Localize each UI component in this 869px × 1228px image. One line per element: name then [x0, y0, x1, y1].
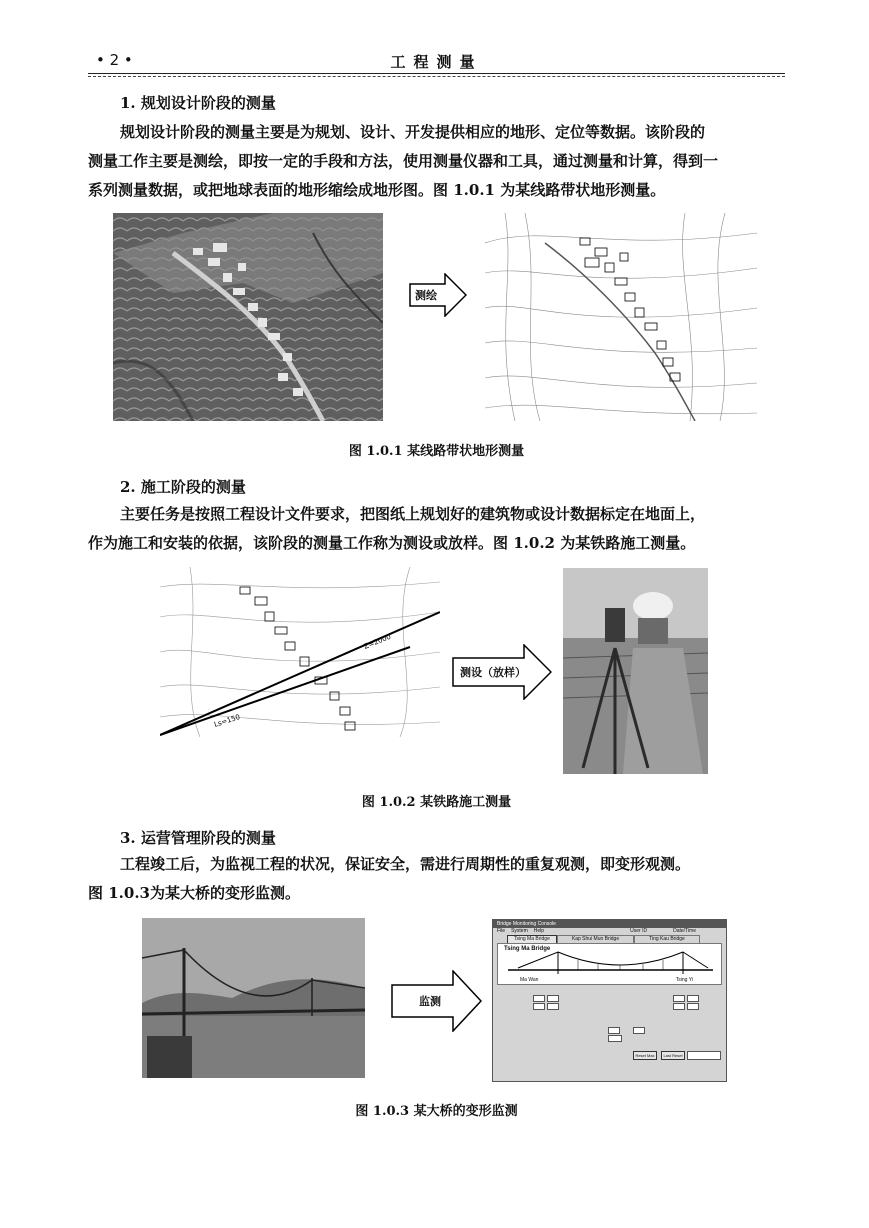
paragraph-line: 工程竣工后，为监视工程的状况，保证安全，需进行周期性的重复观测，即变形观测。 [120, 855, 691, 873]
figure-caption-1: 图 1.0.1 某线路带状地形测量 [348, 444, 525, 459]
window-title: Bridge Monitoring Console [497, 921, 556, 927]
paragraph-line: 规划设计阶段的测量主要是为规划、设计、开发提供相应的地形、定位等数据。该阶段的 [120, 123, 706, 141]
readout-box [673, 1003, 685, 1010]
process-arrow [452, 644, 552, 700]
bridge-title: Tsing Ma Bridge [504, 946, 551, 952]
paragraph-1 [88, 118, 785, 205]
readout-panel [493, 985, 726, 1075]
section-heading-1: 1. 规划设计阶段的测量 [120, 94, 276, 112]
readout-box [608, 1035, 622, 1042]
last-reset-button[interactable]: Last Reset [661, 1051, 685, 1060]
last-reset-field [687, 1051, 721, 1060]
map-label: Z=2000 [362, 632, 393, 651]
bridge-photo [142, 918, 365, 1078]
process-arrow [409, 273, 467, 317]
date-label: Date/Time [673, 928, 696, 934]
header-rule [88, 73, 785, 77]
menu-system[interactable]: System [511, 928, 528, 934]
section-heading-2: 2. 施工阶段的测量 [120, 478, 246, 496]
readout-box [673, 995, 685, 1002]
user-id-label: User ID [630, 928, 648, 934]
readout-box [687, 995, 699, 1002]
readout-box [533, 995, 545, 1002]
paragraph-line: 作为施工和安装的依据，该阶段的测量工作称为测设或放样。图 1.0.2 为某铁路施工测量。 [88, 534, 696, 552]
readout-box [533, 1003, 545, 1010]
map-label: Ls=150 [213, 713, 242, 729]
readout-box [547, 1003, 559, 1010]
tab-ting-kau[interactable]: Ting Kau Bridge [634, 935, 700, 943]
readout-box [633, 1027, 645, 1034]
paragraph-line: 图 1.0.3为某大桥的变形监测。 [88, 884, 300, 902]
running-header [88, 48, 785, 72]
bridge-diagram [497, 943, 722, 985]
surveyor-photo [563, 568, 708, 774]
monitoring-console-window [492, 919, 727, 1082]
right-anchor-label: Tsing Yi [675, 977, 693, 983]
menu-file[interactable]: File [497, 928, 506, 934]
tab-tsing-ma[interactable]: Tsing Ma Bridge [507, 935, 557, 943]
readout-box [608, 1027, 620, 1034]
running-title: 工程测量 [390, 53, 483, 71]
readout-box [687, 1003, 699, 1010]
menu-bar [493, 928, 726, 935]
reset-max-button[interactable]: Reset Max [633, 1051, 657, 1060]
menu-help[interactable]: Help [533, 928, 545, 934]
section-heading-3: 3. 运营管理阶段的测量 [120, 829, 276, 847]
paragraph-line: 系列测量数据，或把地球表面的地形缩绘成地形图。图 1.0.1 为某线路带状地形测量。 [88, 181, 666, 199]
aerial-photo [113, 213, 383, 421]
paragraph-line: 测量工作主要是测绘，即按一定的手段和方法，使用测量仪器和工具，通过测量和计算，得到一 [88, 152, 719, 170]
arrow-label: 监测 [419, 995, 441, 1008]
railway-design-map [160, 567, 440, 737]
arrow-label: 测绘 [415, 289, 437, 302]
readout-box [547, 995, 559, 1002]
process-arrow [391, 970, 482, 1032]
paragraph-3 [88, 850, 785, 908]
figure-caption-3: 图 1.0.3 某大桥的变形监测 [355, 1104, 518, 1119]
arrow-label: 测设（放样） [460, 666, 526, 679]
topographic-map [485, 213, 757, 421]
figure-caption-2: 图 1.0.2 某铁路施工测量 [361, 795, 512, 810]
paragraph-line: 主要任务是按照工程设计文件要求，把图纸上规划好的建筑物或设计数据标定在地面上， [120, 505, 706, 523]
tab-strip [493, 935, 726, 943]
tab-kap-shui-mun[interactable]: Kap Shui Mun Bridge [557, 935, 634, 943]
page-number: • 2 • [96, 51, 133, 69]
paragraph-2 [88, 500, 785, 558]
window-titlebar [493, 920, 726, 928]
left-anchor-label: Ma Wan [520, 977, 539, 983]
